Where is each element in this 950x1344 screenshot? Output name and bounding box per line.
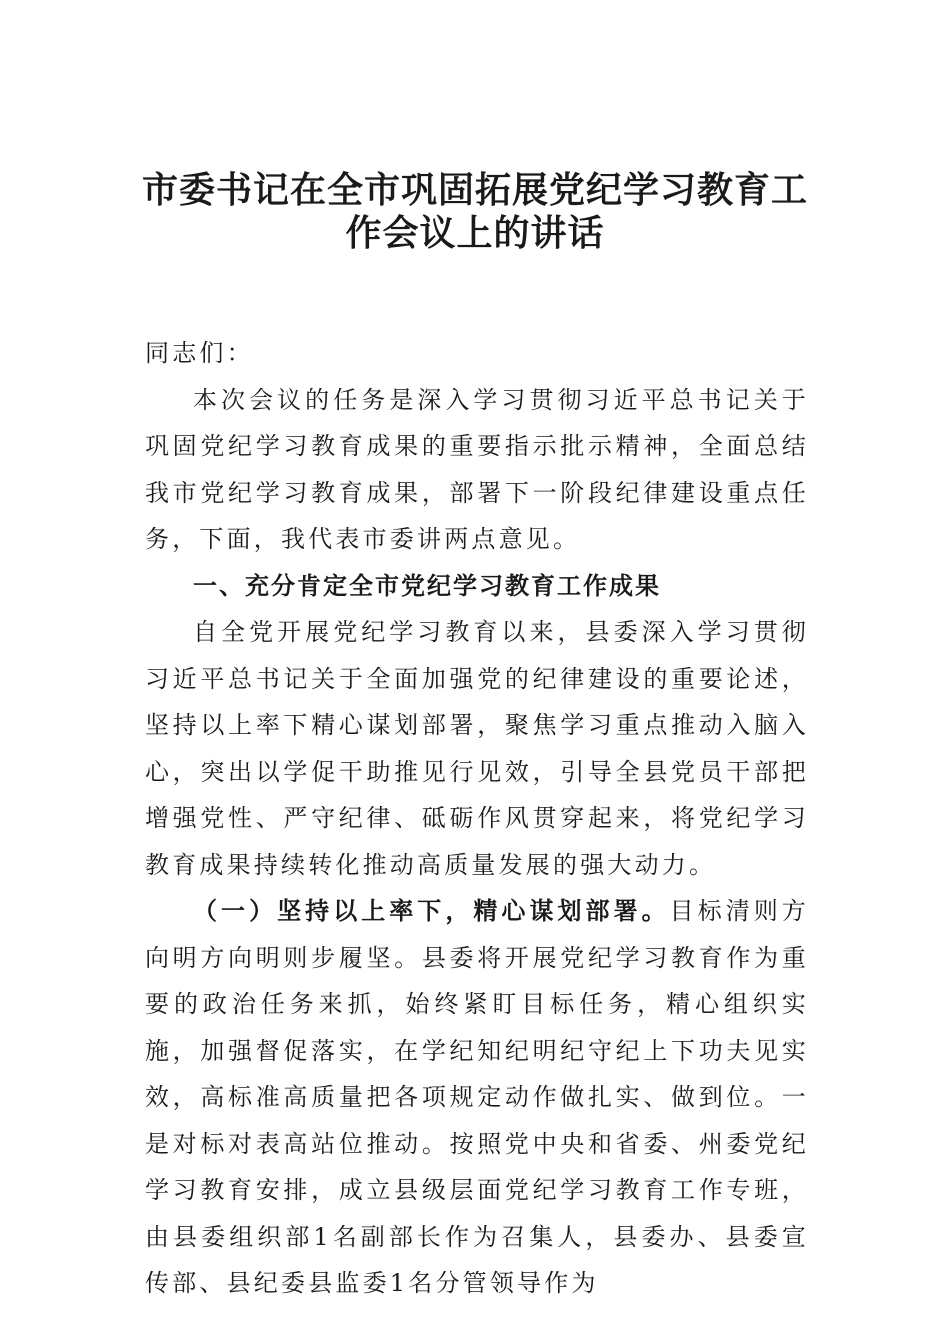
document-body [145,330,809,1307]
paragraph-intro: 本次会议的任务是深入学习贯彻习近平总书记关于巩固党纪学习教育成果的重要指示批示精神，全面总结我市党纪学习教育成果，部署下一阶段纪律建设重点任务，下面，我代表市委讲两点意见。 [145,385,809,553]
salutation: 同志们： [145,339,254,367]
paragraph-section-1: 自全党开展党纪学习教育以来，县委深入学习贯彻习近平总书记关于全面加强党的纪律建设的重要论述，坚持以上率下精心谋划部署，聚焦学习重点推动入脑入心，突出以学促干助推见行见效，引导全县党员干部把增强党性、严守纪律、砥砺作风贯穿起来，将党纪学习教育成果持续转化推动高质量发展的强大动力。 [145,618,809,879]
subsection-1-text: 目标清则方向明方向明则步履坚。县委将开展党纪学习教育作为重要的政治任务来抓，始终紧盯目标任务，精心组织实施，加强督促落实，在学纪知纪明纪守纪上下功夫见实效，高标准高质量把各项规定动作做扎实、做到位。一是对标对表高站位推动。按照党中央和省委、州委党纪学习教育安排，成立县级层面党纪学习教育工作专班，由县委组织部1名副部长作为召集人，县委办、县委宣传部、县纪委县监委1名分管领导作为 [145,897,810,1297]
paragraph-subsection-1 [145,888,809,1307]
section-heading-1: 一、充分肯定全市党纪学习教育工作成果 [193,571,661,600]
document-title-line-2: 作会议上的讲话 [345,212,605,254]
subsection-heading-1: （一）坚持以上率下，精心谋划部署。 [193,896,670,925]
document-title-line-1: 市委书记在全市巩固拓展党纪学习教育工 [141,169,808,211]
